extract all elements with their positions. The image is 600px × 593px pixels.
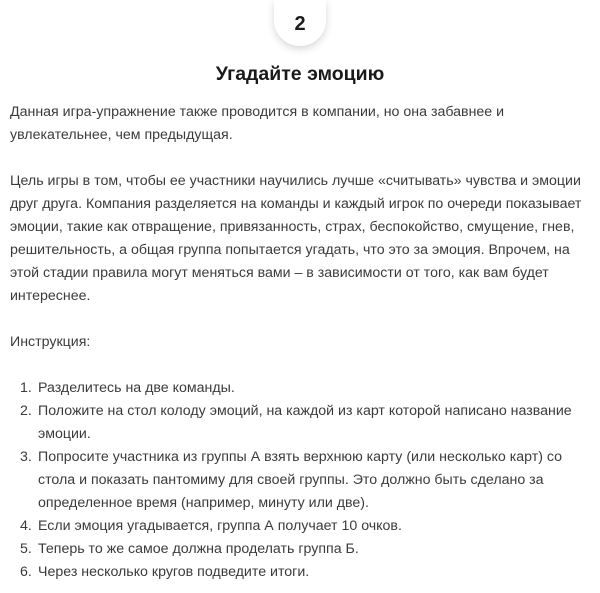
intro-paragraph: Данная игра-упражнение также проводится в компании, но она забавнее и увлекательнее, чем предыдущая. [10,104,505,143]
section-title: Угадайте эмоцию [215,63,385,85]
list-item [10,515,595,538]
list-item-number: 2. [20,403,32,419]
list-item-text: Теперь то же самое должна проделать группа Б. [38,541,359,557]
list-item-text: Если эмоция угадывается, группа А получает 10 очков. [38,518,402,534]
step-number: 2 [294,12,306,35]
list-item-text: Через несколько кругов подведите итоги. [38,564,310,580]
list-item-number: 6. [20,564,32,580]
list-item-text: Положите на стол колоду эмоций, на каждой из карт которой написано название эмоции. [38,403,572,442]
list-item-number: 4. [20,518,32,534]
instructions-list [10,377,595,584]
list-item-number: 3. [20,449,32,465]
list-item-number: 1. [20,380,32,396]
list-item [10,400,595,446]
list-item-text: Разделитесь на две команды. [38,380,235,396]
list-item [10,538,595,561]
goal-paragraph: Цель игры в том, чтобы ее участники научились лучше «считывать» чувства и эмоции друг друга. Компания разделяется на команды и каждый игрок по очереди показывает эмоции, такие как отвращение, привязанность, страх, беспокойство, смущение, гнев, решительность, а общая группа попытается угадать, что это за эмоция. Впрочем, на этой стадии правила могут меняться вами – в зависимости от того, как вам будет интереснее. [10,173,582,304]
instructions-label: Инструкция: [10,334,91,350]
list-item-text: Попросите участника из группы А взять верхнюю карту (или несколько карт) со стола и показать пантомиму для своей группы. Это должно быть сделано за определенное время (например, минуту или две). [38,449,563,511]
list-item [10,377,595,400]
list-item [10,446,595,515]
list-item-number: 5. [20,541,32,557]
step-number-badge [274,0,326,46]
list-item [10,561,595,584]
article-body [10,101,595,584]
